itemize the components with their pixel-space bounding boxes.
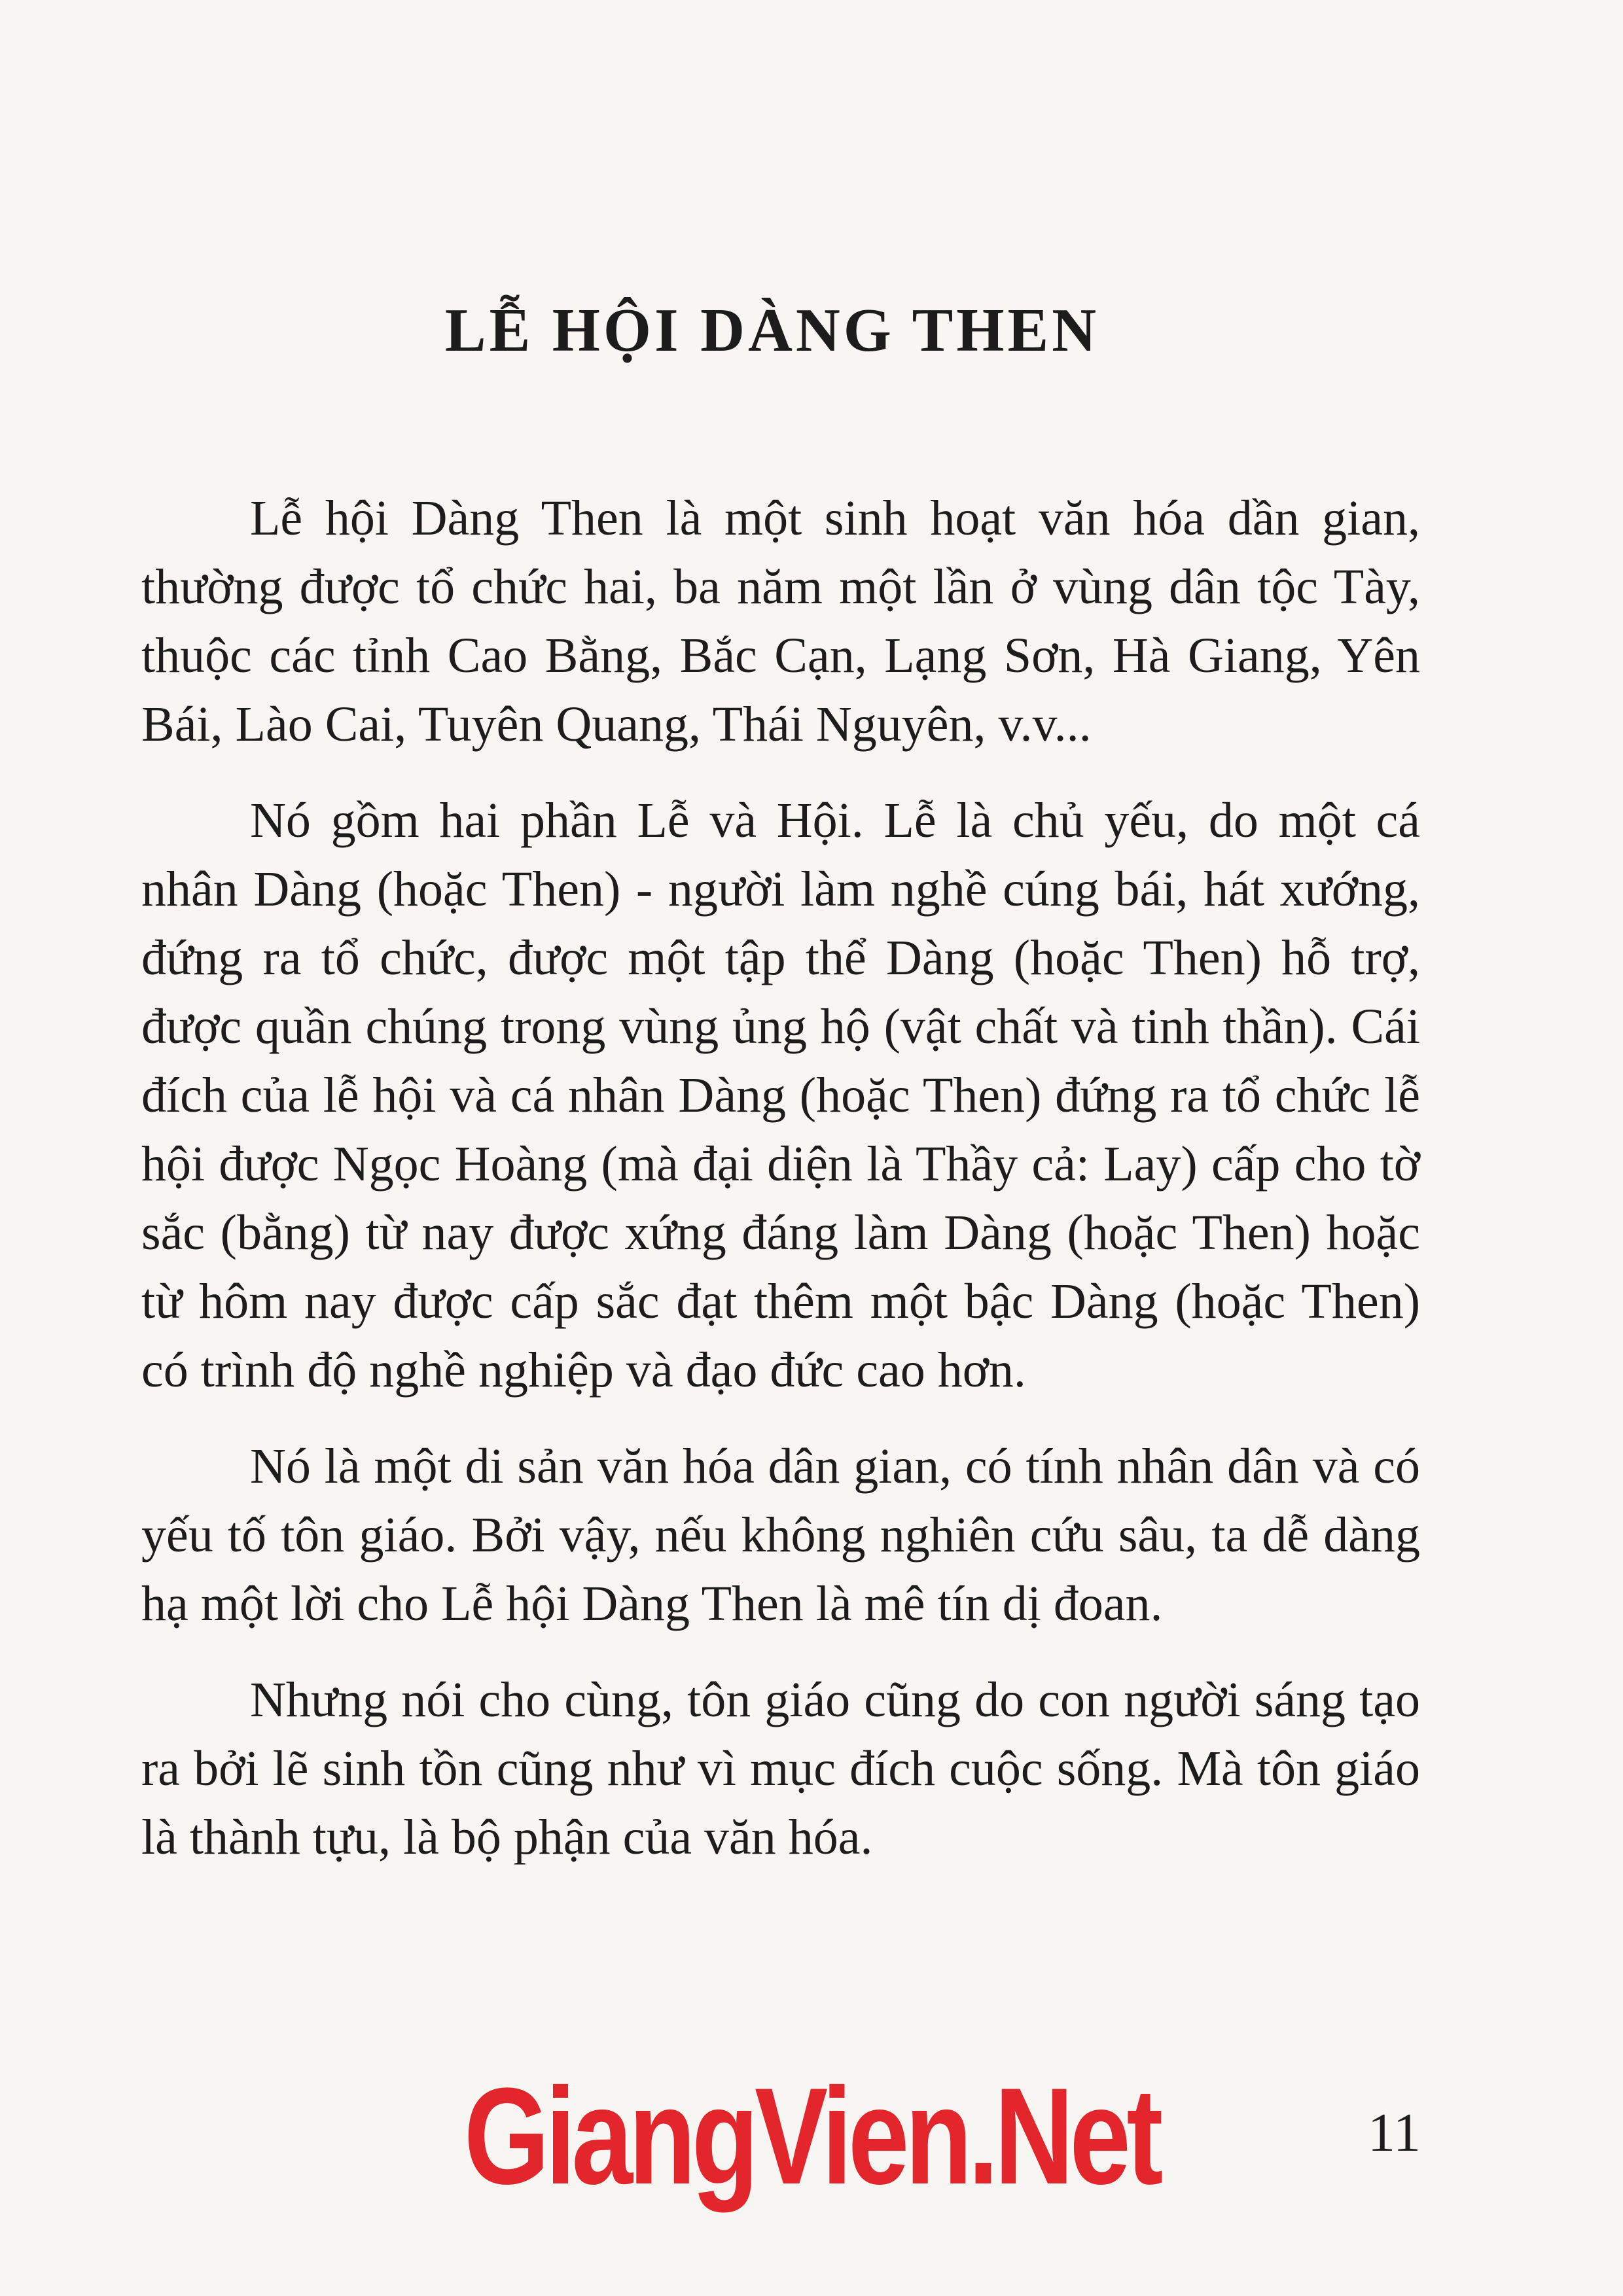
page-title: LỄ HỘI DÀNG THEN <box>444 296 1100 364</box>
paragraph-4: Nhưng nói cho cùng, tôn giáo cũng do con người sáng tạo ra bởi lẽ sinh tồn cũng như vì mục đích cuộc sống. Mà tôn giáo là thành tựu, là bộ phận của văn hóa. <box>141 1672 1420 1865</box>
paragraph-3: Nó là một di sản văn hóa dân gian, có tính nhân dân và có yếu tố tôn giáo. Bởi vậy, nếu không nghiên cứu sâu, ta dễ dàng hạ một lời cho Lễ hội Dàng Then là mê tín dị đoan. <box>141 1439 1420 1631</box>
page-number: 11 <box>1368 2102 1421 2163</box>
paragraph-2: Nó gồm hai phần Lễ và Hội. Lễ là chủ yếu, do một cá nhân Dàng (hoặc Then) - người làm nghề cúng bái, hát xướng, đứng ra tổ chức, được một tập thể Dàng (hoặc Then) hỗ trợ, được quần chúng trong vùng ủng hộ (vật chất và tinh thần). Cái đích của lễ hội và cá nhân Dàng (hoặc Then) đứng ra tổ chức lễ hội được Ngọc Hoàng (mà đại diện là Thầy cả: Lay) cấp cho tờ sắc (bằng) từ nay được xứng đáng làm Dàng (hoặc Then) hoặc từ hôm nay được cấp sắc đạt thêm một bậc Dàng (hoặc Then) có trình độ nghề nghiệp và đạo đức cao hơn. <box>141 793 1420 1398</box>
watermark-logo: GiangVien.Net <box>464 2059 1159 2213</box>
body-text <box>141 484 1420 1899</box>
paragraph-1: Lễ hội Dàng Then là một sinh hoạt văn hóa dần gian, thường được tổ chức hai, ba năm một lần ở vùng dân tộc Tày, thuộc các tỉnh Cao Bằng, Bắc Cạn, Lạng Sơn, Hà Giang, Yên Bái, Lào Cai, Tuyên Quang, Thái Nguyên, v.v... <box>141 491 1420 752</box>
